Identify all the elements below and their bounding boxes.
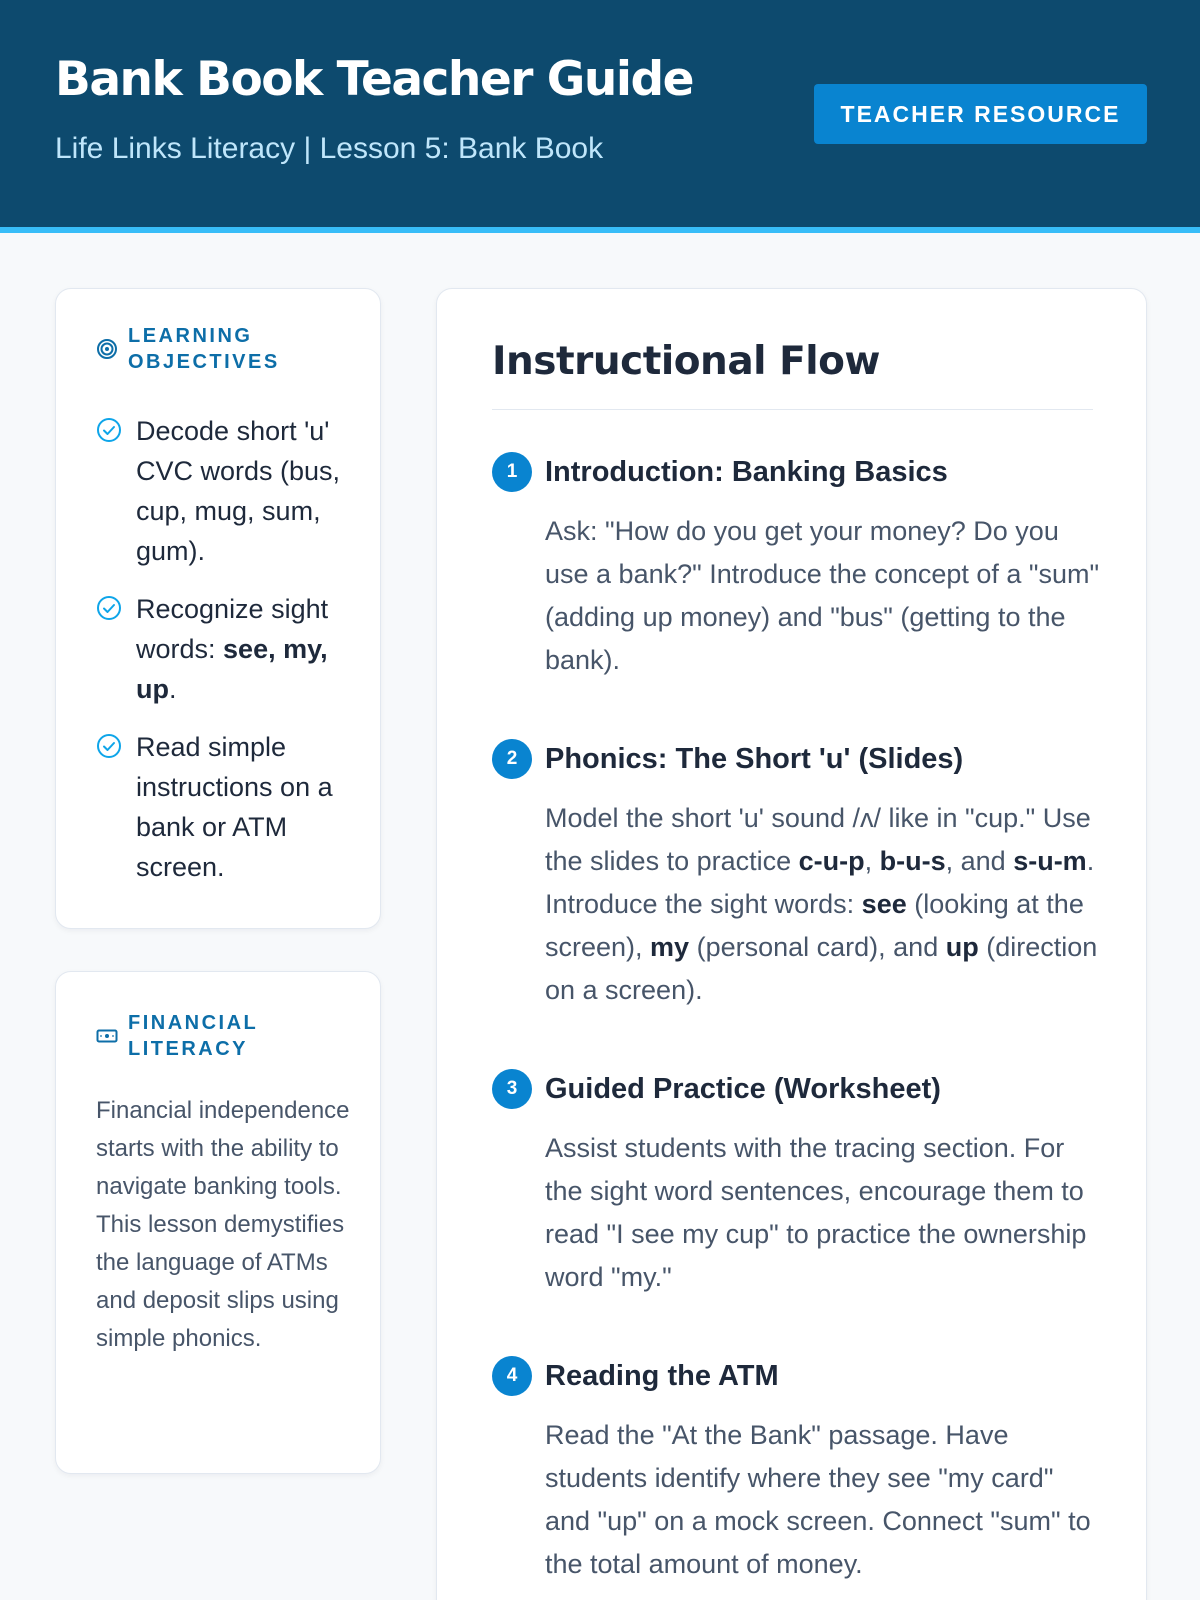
check-circle-icon: [96, 733, 122, 759]
page-header: [0, 0, 1200, 233]
step-number-badge: 1: [492, 452, 532, 492]
teacher-resource-badge: TEACHER RESOURCE: [814, 84, 1147, 144]
instructional-flow-card: [436, 288, 1147, 1600]
target-icon: [96, 338, 118, 360]
step-title: Phonics: The Short 'u' (Slides): [545, 743, 964, 775]
title-divider: [492, 409, 1093, 410]
step-number-badge: 4: [492, 1356, 532, 1396]
objective-item: [96, 589, 366, 709]
money-icon: [96, 1025, 118, 1047]
objective-item: [96, 411, 366, 571]
page-subtitle: Life Links Literacy | Lesson 5: Bank Book: [55, 132, 604, 165]
financial-heading-line2: LITERACY: [128, 1038, 248, 1060]
step-title: Guided Practice (Worksheet): [545, 1073, 941, 1105]
learning-objectives-card: [55, 288, 381, 929]
financial-literacy-heading: [96, 1010, 258, 1062]
step-title: Introduction: Banking Basics: [545, 456, 948, 488]
step-body: Ask: "How do you get your money? Do you use a bank?" Introduce the concept of a "sum" (adding up money) and "bus" (getting to the bank).: [545, 516, 1100, 675]
objectives-list: [96, 411, 366, 905]
instructional-flow-title: Instructional Flow: [492, 339, 880, 384]
step-number-badge: 2: [492, 739, 532, 779]
objective-text: Recognize sight words: see, my, up.: [136, 594, 329, 704]
step-title: Reading the ATM: [545, 1360, 779, 1392]
step-body: Assist students with the tracing section. For the sight word sentences, encourage them to read "I see my cup" to practice the ownership word "my.": [545, 1133, 1087, 1292]
objectives-heading-line1: LEARNING: [128, 325, 253, 347]
financial-literacy-text: Financial independence starts with the ability to navigate banking tools. This lesson demystifies the language of ATMs and deposit slips using simple phonics.: [96, 1097, 350, 1352]
check-circle-icon: [96, 417, 122, 443]
financial-heading-line1: FINANCIAL: [128, 1012, 259, 1034]
step-number-badge: 3: [492, 1069, 532, 1109]
step-body: Read the "At the Bank" passage. Have students identify where they see "my card" and "up" on a mock screen. Connect "sum" to the total amount of money.: [545, 1420, 1091, 1579]
objective-text: Decode short 'u' CVC words (bus, cup, mug, sum, gum).: [136, 416, 341, 566]
learning-objectives-heading: [96, 323, 280, 375]
objective-item: [96, 727, 366, 887]
objective-text: Read simple instructions on a bank or ATM screen.: [136, 732, 333, 882]
check-circle-icon: [96, 595, 122, 621]
sight-words: see, my, up: [136, 634, 328, 704]
objectives-heading-line2: OBJECTIVES: [128, 351, 280, 373]
step-body: Model the short 'u' sound /ʌ/ like in "cup." Use the slides to practice c-u-p, b-u-s, and s-u-m. Introduce the sight words: see (looking at the screen), my (personal card), and up (direction on a screen).: [545, 803, 1098, 1005]
page-title: Bank Book Teacher Guide: [55, 52, 693, 107]
financial-literacy-card: [55, 971, 381, 1474]
